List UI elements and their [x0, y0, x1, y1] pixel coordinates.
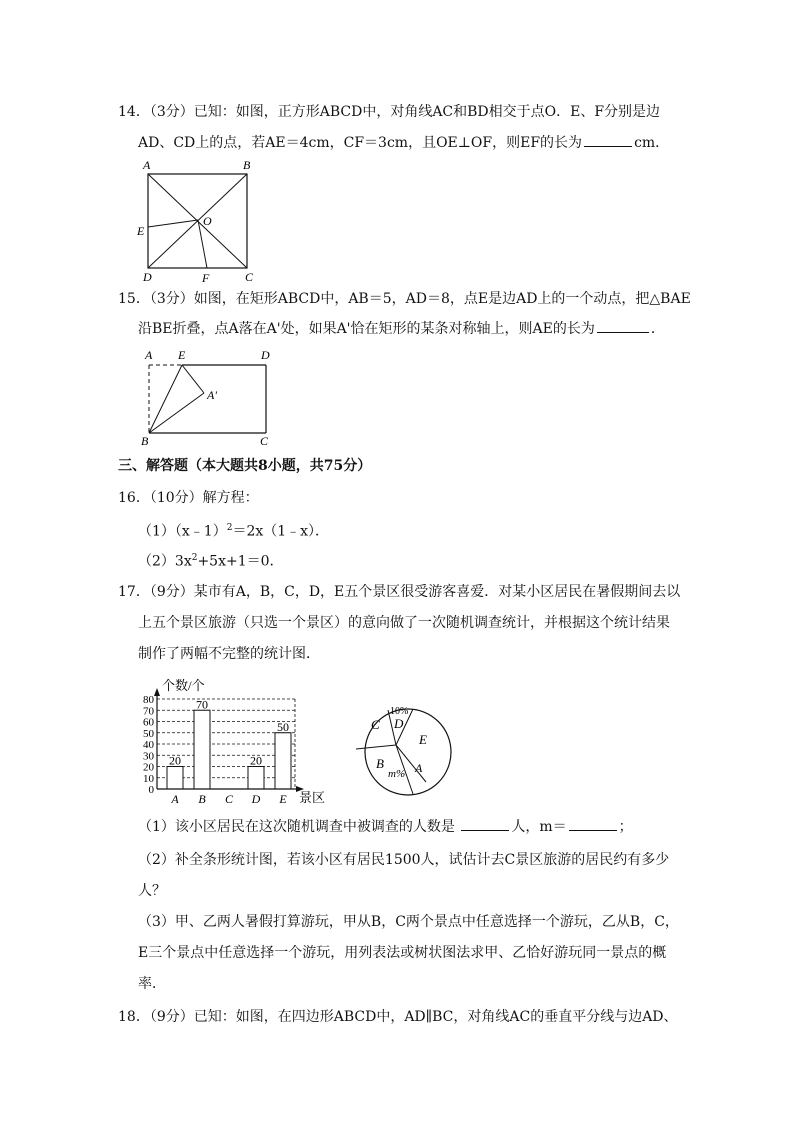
- pie-divider-c: [356, 745, 396, 749]
- bar-chart-xlabel: 景区: [299, 790, 326, 805]
- q17-line1: 17．（9分）某市有A，B，C，D，E五个景区很受游客喜爱．对某小区居民在暑假期间去以: [118, 584, 681, 600]
- q15-end: ．: [650, 321, 665, 337]
- q14-line2: [138, 134, 669, 152]
- bar-chart-ytick: 80: [143, 694, 154, 706]
- q17-part1: [138, 818, 633, 836]
- bar-chart-ylabel: 个数/个: [162, 678, 205, 693]
- q17-pie-chart: [352, 696, 468, 812]
- bar-chart-ytick: 70: [143, 705, 154, 718]
- q17-count-blank[interactable]: [461, 818, 509, 831]
- q14-line2-text: AD、CD上的点，若AE＝4cm，CF＝3cm，且OE⊥OF，则EF的长为: [138, 135, 583, 151]
- q16-part2-a: （2）3x: [138, 553, 192, 570]
- bar-value-label-A: 20: [169, 753, 181, 768]
- bar-value-label-E: 50: [277, 719, 289, 734]
- bar-chart-ytick: 0: [148, 784, 154, 796]
- q17-part3-line3: 率．: [138, 976, 166, 992]
- q17-m-blank[interactable]: [569, 818, 617, 831]
- q16-stem: 16．（10分）解方程：: [118, 490, 259, 506]
- q16-part1: [138, 519, 329, 541]
- q15-line1: 15．（3分）如图，在矩形ABCD中，AB＝5，AD＝8，点E是边AD上的一个动点，把△BAE: [118, 291, 691, 307]
- q14-answer-blank[interactable]: [584, 134, 632, 147]
- bar-chart-ytick: 40: [143, 739, 154, 751]
- q16-part2-sup: 2: [191, 553, 198, 563]
- bar-category-label-B: B: [198, 792, 206, 806]
- q16-part2: [138, 549, 284, 571]
- q17-part2-line2: 人？: [138, 883, 166, 899]
- q16-part1-b: ＝2x（1﹣x）．: [232, 523, 330, 540]
- q15-label-Aprime: A': [207, 388, 217, 402]
- q17-part1-b: 人，m＝: [511, 819, 567, 835]
- q15-line2-text: 沿BE折叠，点A落在A'处，如果A'恰在矩形的某条对称轴上，则AE的长为: [138, 321, 595, 337]
- q17-part3-line2: E三个景点中任意选择一个游玩，用列表法或树状图法求甲、乙恰好游玩同一景点的概: [138, 945, 667, 961]
- q16-part1-a: （1）（x﹣1）: [138, 523, 227, 540]
- q14-label-B: B: [243, 158, 251, 172]
- q18-line1: 18．（9分）已知：如图，在四边形ABCD中，AD∥BC，对角线AC的垂直平分线与边AD、: [118, 1009, 678, 1025]
- q17-line2: 上五个景区旅游（只选一个景区）的意向做了一次随机调查统计，并根据这个统计结果: [138, 615, 670, 631]
- q15-label-E: E: [178, 348, 186, 362]
- bar-A: [167, 767, 183, 790]
- pie-label-C: C: [371, 717, 380, 732]
- q15-label-B: B: [141, 434, 149, 448]
- bar-value-label-D: 20: [250, 753, 262, 768]
- bar-chart-ytick: 10: [143, 772, 154, 785]
- q14-label-E: E: [137, 224, 145, 238]
- bar-category-label-E: E: [279, 792, 287, 806]
- q16-part2-b: +5x+1＝0．: [197, 553, 284, 570]
- q15-answer-blank[interactable]: [597, 320, 649, 333]
- q14-label-A: A: [143, 158, 151, 172]
- q17-part2-line1: （2）补全条形统计图，若该小区有居民1500人，试估计去C景区旅游的居民约有多少: [138, 852, 670, 868]
- q14-label-C: C: [245, 270, 254, 284]
- bar-chart-ytick: 30: [143, 750, 154, 763]
- bar-chart-ytick: 20: [143, 761, 154, 774]
- q15-label-D: D: [261, 348, 270, 362]
- bar-B: [194, 710, 210, 789]
- q15-rectangle-figure: [138, 343, 278, 448]
- q14-label-D: D: [143, 270, 152, 284]
- pie-label-E: E: [419, 732, 427, 747]
- bar-value-label-B: 70: [196, 697, 208, 712]
- q17-line3: 制作了两幅不完整的统计图．: [138, 646, 320, 662]
- q17-part3-line1: （3）甲、乙两人暑假打算游玩，甲从B，C两个景点中任意选择一个游玩，乙从B，C，: [138, 914, 679, 930]
- q14-label-F: F: [202, 271, 210, 285]
- q17-bar-chart: [132, 672, 337, 810]
- q14-unit: cm．: [634, 135, 670, 151]
- bar-category-label-C: C: [224, 792, 234, 806]
- bar-category-label-A: A: [171, 792, 179, 806]
- q15-line2: [138, 320, 665, 338]
- bar-D: [248, 767, 264, 790]
- bar-E: [275, 733, 291, 789]
- pie-label-D-pct: 10%: [390, 706, 409, 717]
- q17-part1-a: （1）该小区居民在这次随机调查中被调查的人数是: [138, 819, 455, 835]
- q14-line1: 14．（3分）已知：如图，正方形ABCD中，对角线AC和BD相交于点O．E、F分别是边: [118, 104, 661, 120]
- bar-category-label-D: D: [251, 792, 261, 806]
- q14-label-O: O: [203, 214, 212, 228]
- q14-square-figure: [135, 155, 265, 285]
- pie-label-B: B: [376, 756, 384, 771]
- q15-label-C: C: [260, 434, 269, 448]
- bar-chart-ytick: 50: [143, 727, 154, 740]
- pie-label-D: D: [394, 716, 404, 731]
- section-3-heading: 三、解答题（本大题共8小题，共75分）: [118, 458, 372, 474]
- pie-label-m-pct: m%: [388, 768, 406, 780]
- q16-part1-sup: 2: [226, 523, 233, 533]
- bar-chart-y-arrow: [154, 688, 160, 696]
- bar-chart-ytick: 60: [143, 716, 154, 729]
- pie-label-A: A: [415, 761, 423, 775]
- q17-part1-c: ；: [618, 819, 633, 835]
- q15-label-A: A: [145, 348, 153, 362]
